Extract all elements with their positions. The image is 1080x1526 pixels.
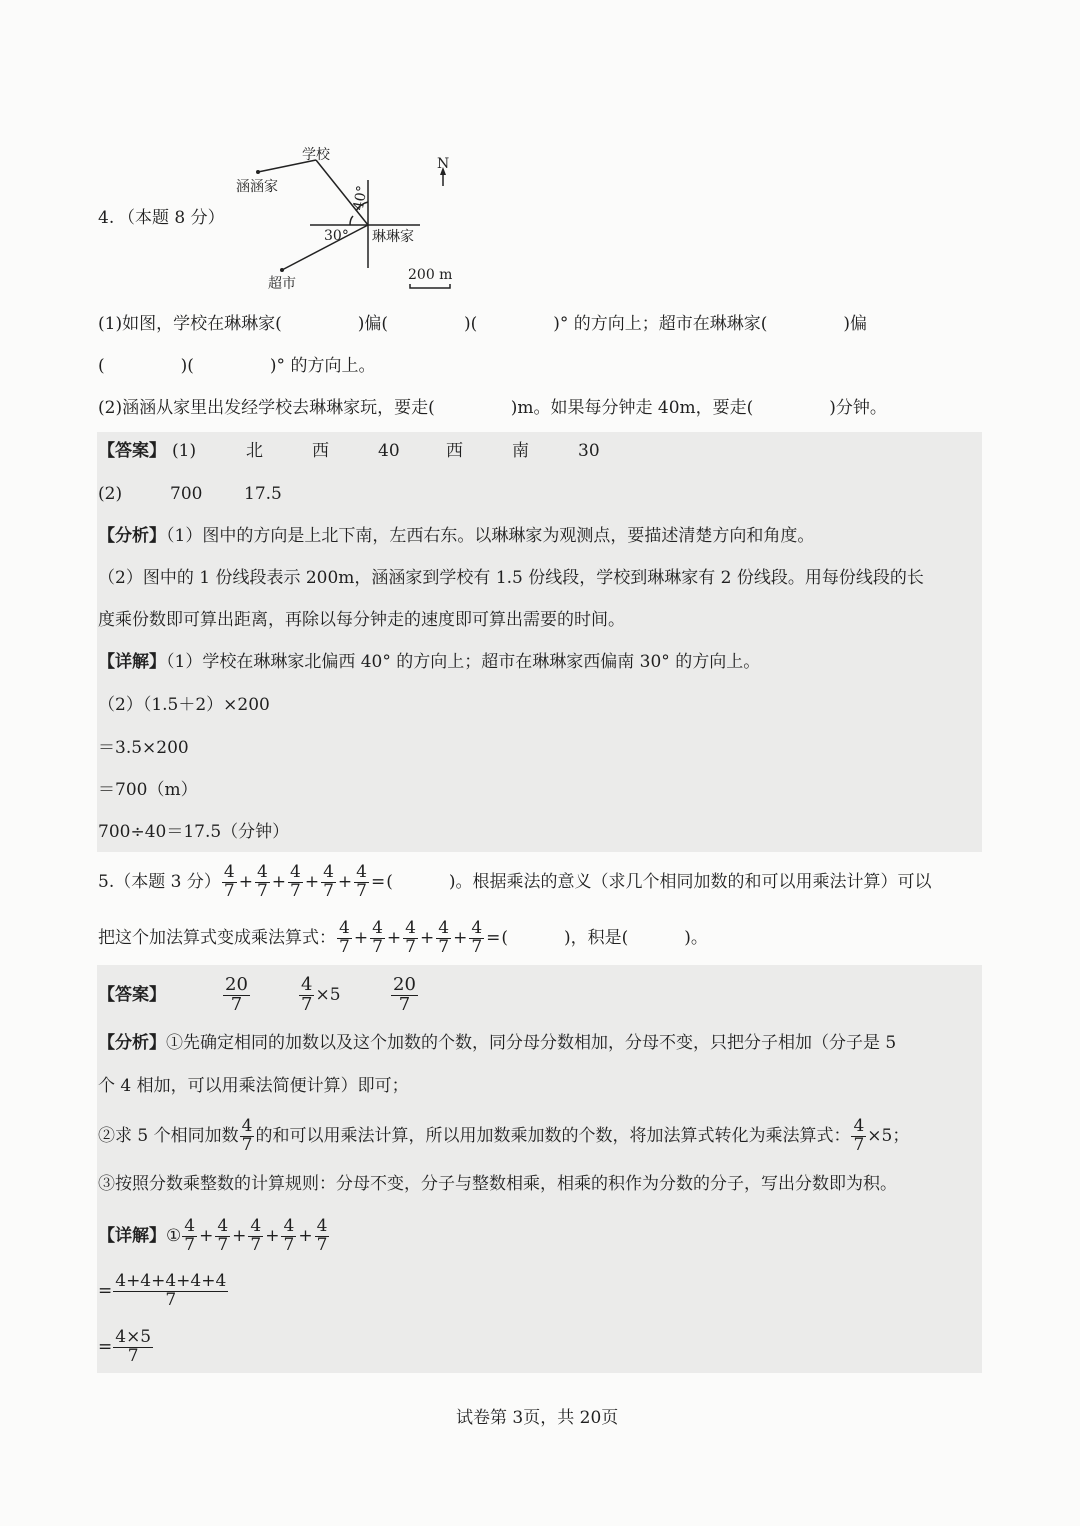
q4-answer-value: 17.5 <box>244 484 282 504</box>
q4-number: 4. <box>98 208 115 228</box>
diagram-label-angle-40: 40° <box>350 184 371 212</box>
diagram-label-north: N <box>437 156 450 172</box>
q4-analysis-line-2: （2）图中的 1 份线段表示 200m，涵涵家到学校有 1.5 份线段，学校到琳琳家有 2 份线段。用每份线段的长 <box>98 568 924 588</box>
q5-analysis-line-1: 【分析】①先确定相同的加数以及这个加数的个数，同分母分数相加，分母不变，只把分子相加（分子是 5 <box>98 1033 897 1053</box>
q4-analysis-line-3: 度乘份数即可算出距离，再除以每分钟走的速度即可算出需要的时间。 <box>98 610 625 630</box>
q4-answer-value: 700 <box>170 484 203 504</box>
q5-fraction: $\frac{4}{7}$ <box>290 861 301 901</box>
q5-fraction: $\frac{4}{7}$ <box>356 861 367 901</box>
q4-points: （本题 8 分） <box>118 208 225 228</box>
q4-answer-value: 西 <box>312 441 329 461</box>
q5-fraction: $\frac{4}{7}$ <box>405 917 416 957</box>
diagram-angle-arc-30 <box>350 216 353 225</box>
q4-question-line-3: (2)涵涵从家里出发经学校去琳琳家玩，要走( )m。如果每分钟走 40m，要走( )分钟。 <box>98 398 887 418</box>
diagram-label-angle-30: 30° <box>324 228 349 244</box>
q5-number: 5. <box>98 871 115 892</box>
q4-answer-label: 【答案】 <box>98 441 166 461</box>
q4-answer-value: 南 <box>512 441 529 461</box>
q4-answer-part1: (1) <box>172 441 197 461</box>
q4-detail-line-5: 700÷40＝17.5（分钟） <box>98 822 290 842</box>
diagram-label-supermarket: 超市 <box>268 276 296 292</box>
q5-answer-shade <box>97 965 982 1373</box>
q4-answer-value: 40 <box>378 441 400 461</box>
q5-answer-label: 【答案】 <box>98 985 166 1005</box>
q5-analysis-line-4: ③按照分数乘整数的计算规则：分母不变，分子与整数相乘，相乘的积作为分数的分子，写出分数即为积。 <box>98 1174 897 1194</box>
diagram-label-school: 学校 <box>302 147 330 163</box>
q5-question-line-1: 5. （本题 3 分） $\frac{4}{7}$ + $\frac{4}{7}$ + $\frac{4}{7}$ + $\frac{4}{7}$ + $\frac{4}{7}$ = ( )。根据乘法的意义（求几个相同加数的和可以用乘法计算）可以 <box>98 861 932 901</box>
q5-fraction: $\frac{4}{7}$ <box>256 861 268 901</box>
q4-answer-value: 30 <box>578 441 600 461</box>
q4-answer-shade <box>97 432 982 852</box>
q4-detail-line-1: 【详解】（1）学校在琳琳家北偏西 40° 的方向上；超市在琳琳家西偏南 30° 的方向上。 <box>98 652 761 672</box>
diagram-label-scale: 200 m <box>408 267 453 283</box>
q5-fraction: $\frac{4}{7}$ <box>339 917 350 957</box>
q4-answer-value: 北 <box>246 441 263 461</box>
q5-fraction: $\frac{4}{7}$ <box>323 861 334 901</box>
q4-direction-diagram <box>220 140 480 300</box>
q5-detail-line-2: = $\frac{4+4+4+4+4}{7}$ <box>98 1270 227 1310</box>
q5-fraction: $\frac{4}{7}$ <box>438 917 450 957</box>
q5-fraction: $\frac{4}{7}$ <box>471 917 483 957</box>
q5-fraction: $\frac{4}{7}$ <box>223 861 235 901</box>
q5-answer-value-1: $\frac{20}{7}$ <box>225 973 248 1015</box>
q5-detail-line-1: 【详解】 ① $\frac{4}{7}$ + $\frac{4}{7}$ + $\frac{4}{7}$ + $\frac{4}{7}$ + $\frac{4}{7}$ <box>98 1215 328 1255</box>
q5-question-line-2: 把这个加法算式变成乘法算式： $\frac{4}{7}$ + $\frac{4}{7}$ + $\frac{4}{7}$ + $\frac{4}{7}$ + $\frac{4}{7}$ = ( )，积是( )。 <box>98 917 708 957</box>
q5-analysis-line-3: ②求 5 个相同加数 $\frac{4}{7}$ 的和可以用乘法计算，所以用加数乘加数的个数，将加法算式转化为乘法算式： $\frac{4}{7}$ ×5； <box>98 1115 910 1155</box>
q4-answer-value: 西 <box>446 441 463 461</box>
q5-answer-value-2: $\frac{4}{7}$ ×5 <box>301 973 341 1015</box>
q4-answer-part2: (2) <box>98 484 123 504</box>
q4-detail-line-4: ＝700（m） <box>98 780 198 800</box>
diagram-scale-bar <box>410 284 450 288</box>
diagram-label-hanhan-home: 涵涵家 <box>236 179 278 195</box>
q4-analysis-line-1: 【分析】（1）图中的方向是上北下南，左西右东。以琳琳家为观测点，要描述清楚方向和角度。 <box>98 526 815 546</box>
q4-question-line-2: ( )( )° 的方向上。 <box>98 356 376 376</box>
q5-answer-value-3: $\frac{20}{7}$ <box>393 973 416 1015</box>
q4-detail-line-3: ＝3.5×200 <box>98 738 189 758</box>
q4-detail-line-2: （2）（1.5＋2）×200 <box>98 695 270 715</box>
q5-detail-line-3: = $\frac{4\times 5}{7}$ <box>98 1326 152 1366</box>
diagram-label-linlin-home: 琳琳家 <box>372 229 414 245</box>
q5-analysis-line-2: 个 4 相加，可以用乘法简便计算）即可； <box>98 1076 409 1096</box>
page-footer: 试卷第 3页，共 20页 <box>456 1408 619 1428</box>
q4-question-line-1: (1)如图，学校在琳琳家( )偏( )( )° 的方向上；超市在琳琳家( )偏 <box>98 314 868 334</box>
q5-fraction: $\frac{4}{7}$ <box>372 917 383 957</box>
q5-points: （本题 3 分） <box>114 871 221 892</box>
